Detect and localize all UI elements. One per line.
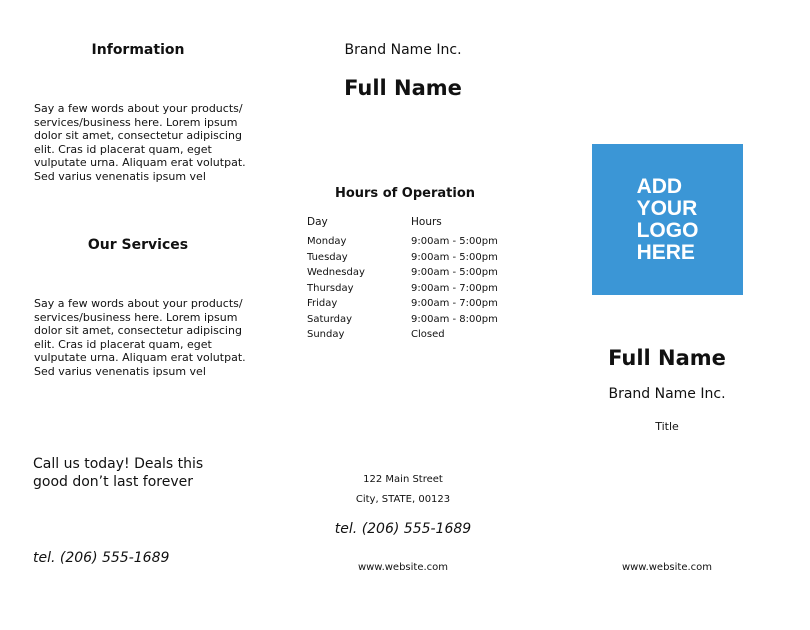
table-row (307, 314, 498, 330)
services-heading: Our Services (87, 237, 189, 253)
hours-cell: 9:00am - 5:00pm (411, 267, 498, 278)
logo-text (637, 176, 699, 264)
address-line-2: City, STATE, 00123 (355, 494, 451, 505)
information-heading: Information (91, 42, 185, 58)
hours-heading: Hours of Operation (334, 186, 476, 201)
day-cell: Thursday (307, 282, 354, 294)
logo-line-1: ADD (636, 174, 683, 198)
right-website: www.website.com (621, 562, 713, 573)
logo-placeholder (592, 144, 743, 295)
hours-cell: Closed (411, 329, 445, 340)
table-row (307, 329, 498, 345)
day-cell: Saturday (307, 313, 353, 325)
hours-header-day: Day (307, 216, 328, 228)
information-text: Say a few words about your products/ services/business here. Lorem ipsum dolor sit amet, consectetur adipiscing elit. Cras id placerat quam, eget vulputate urna. Aliquam erat volutpat. Sed varius venenatis ipsum vel (34, 102, 246, 183)
day-cell: Sunday (307, 329, 345, 340)
middle-brand: Brand Name Inc. (344, 42, 462, 58)
middle-website: www.website.com (357, 562, 449, 573)
logo-line-4: HERE (636, 240, 695, 264)
services-text: Say a few words about your products/ services/business here. Lorem ipsum dolor sit amet, consectetur adipiscing elit. Cras id placerat quam, eget vulputate urna. Aliquam erat volutpat. Sed varius venenatis ipsum vel (34, 297, 246, 378)
right-title: Title (655, 420, 679, 433)
table-row (307, 236, 498, 252)
hours-cell: 9:00am - 7:00pm (411, 282, 498, 294)
left-phone: tel. (206) 555-1689 (33, 550, 170, 566)
address-line-1: 122 Main Street (363, 474, 443, 485)
hours-cell: 9:00am - 5:00pm (411, 251, 498, 263)
table-row (307, 252, 498, 268)
day-cell: Tuesday (307, 251, 348, 263)
middle-full-name: Full Name (344, 76, 462, 100)
table-row (307, 267, 498, 283)
day-cell: Friday (307, 298, 338, 309)
logo-line-3: LOGO (636, 218, 699, 242)
right-brand: Brand Name Inc. (608, 386, 726, 402)
hours-header-row (307, 216, 498, 236)
hours-cell: 9:00am - 5:00pm (411, 236, 498, 247)
middle-phone: tel. (206) 555-1689 (334, 521, 472, 537)
day-cell: Monday (307, 236, 347, 247)
hours-header-hours: Hours (411, 216, 442, 228)
hours-table (307, 216, 498, 345)
call-line-1: Call us today! Deals this (33, 456, 204, 472)
call-to-action (33, 455, 203, 491)
table-row (307, 283, 498, 299)
hours-cell: 9:00am - 7:00pm (411, 298, 498, 309)
table-row (307, 298, 498, 314)
logo-line-2: YOUR (636, 196, 698, 220)
right-full-name: Full Name (608, 346, 726, 370)
hours-cell: 9:00am - 8:00pm (411, 313, 498, 325)
call-line-2: good don’t last forever (33, 474, 193, 490)
day-cell: Wednesday (307, 267, 365, 278)
